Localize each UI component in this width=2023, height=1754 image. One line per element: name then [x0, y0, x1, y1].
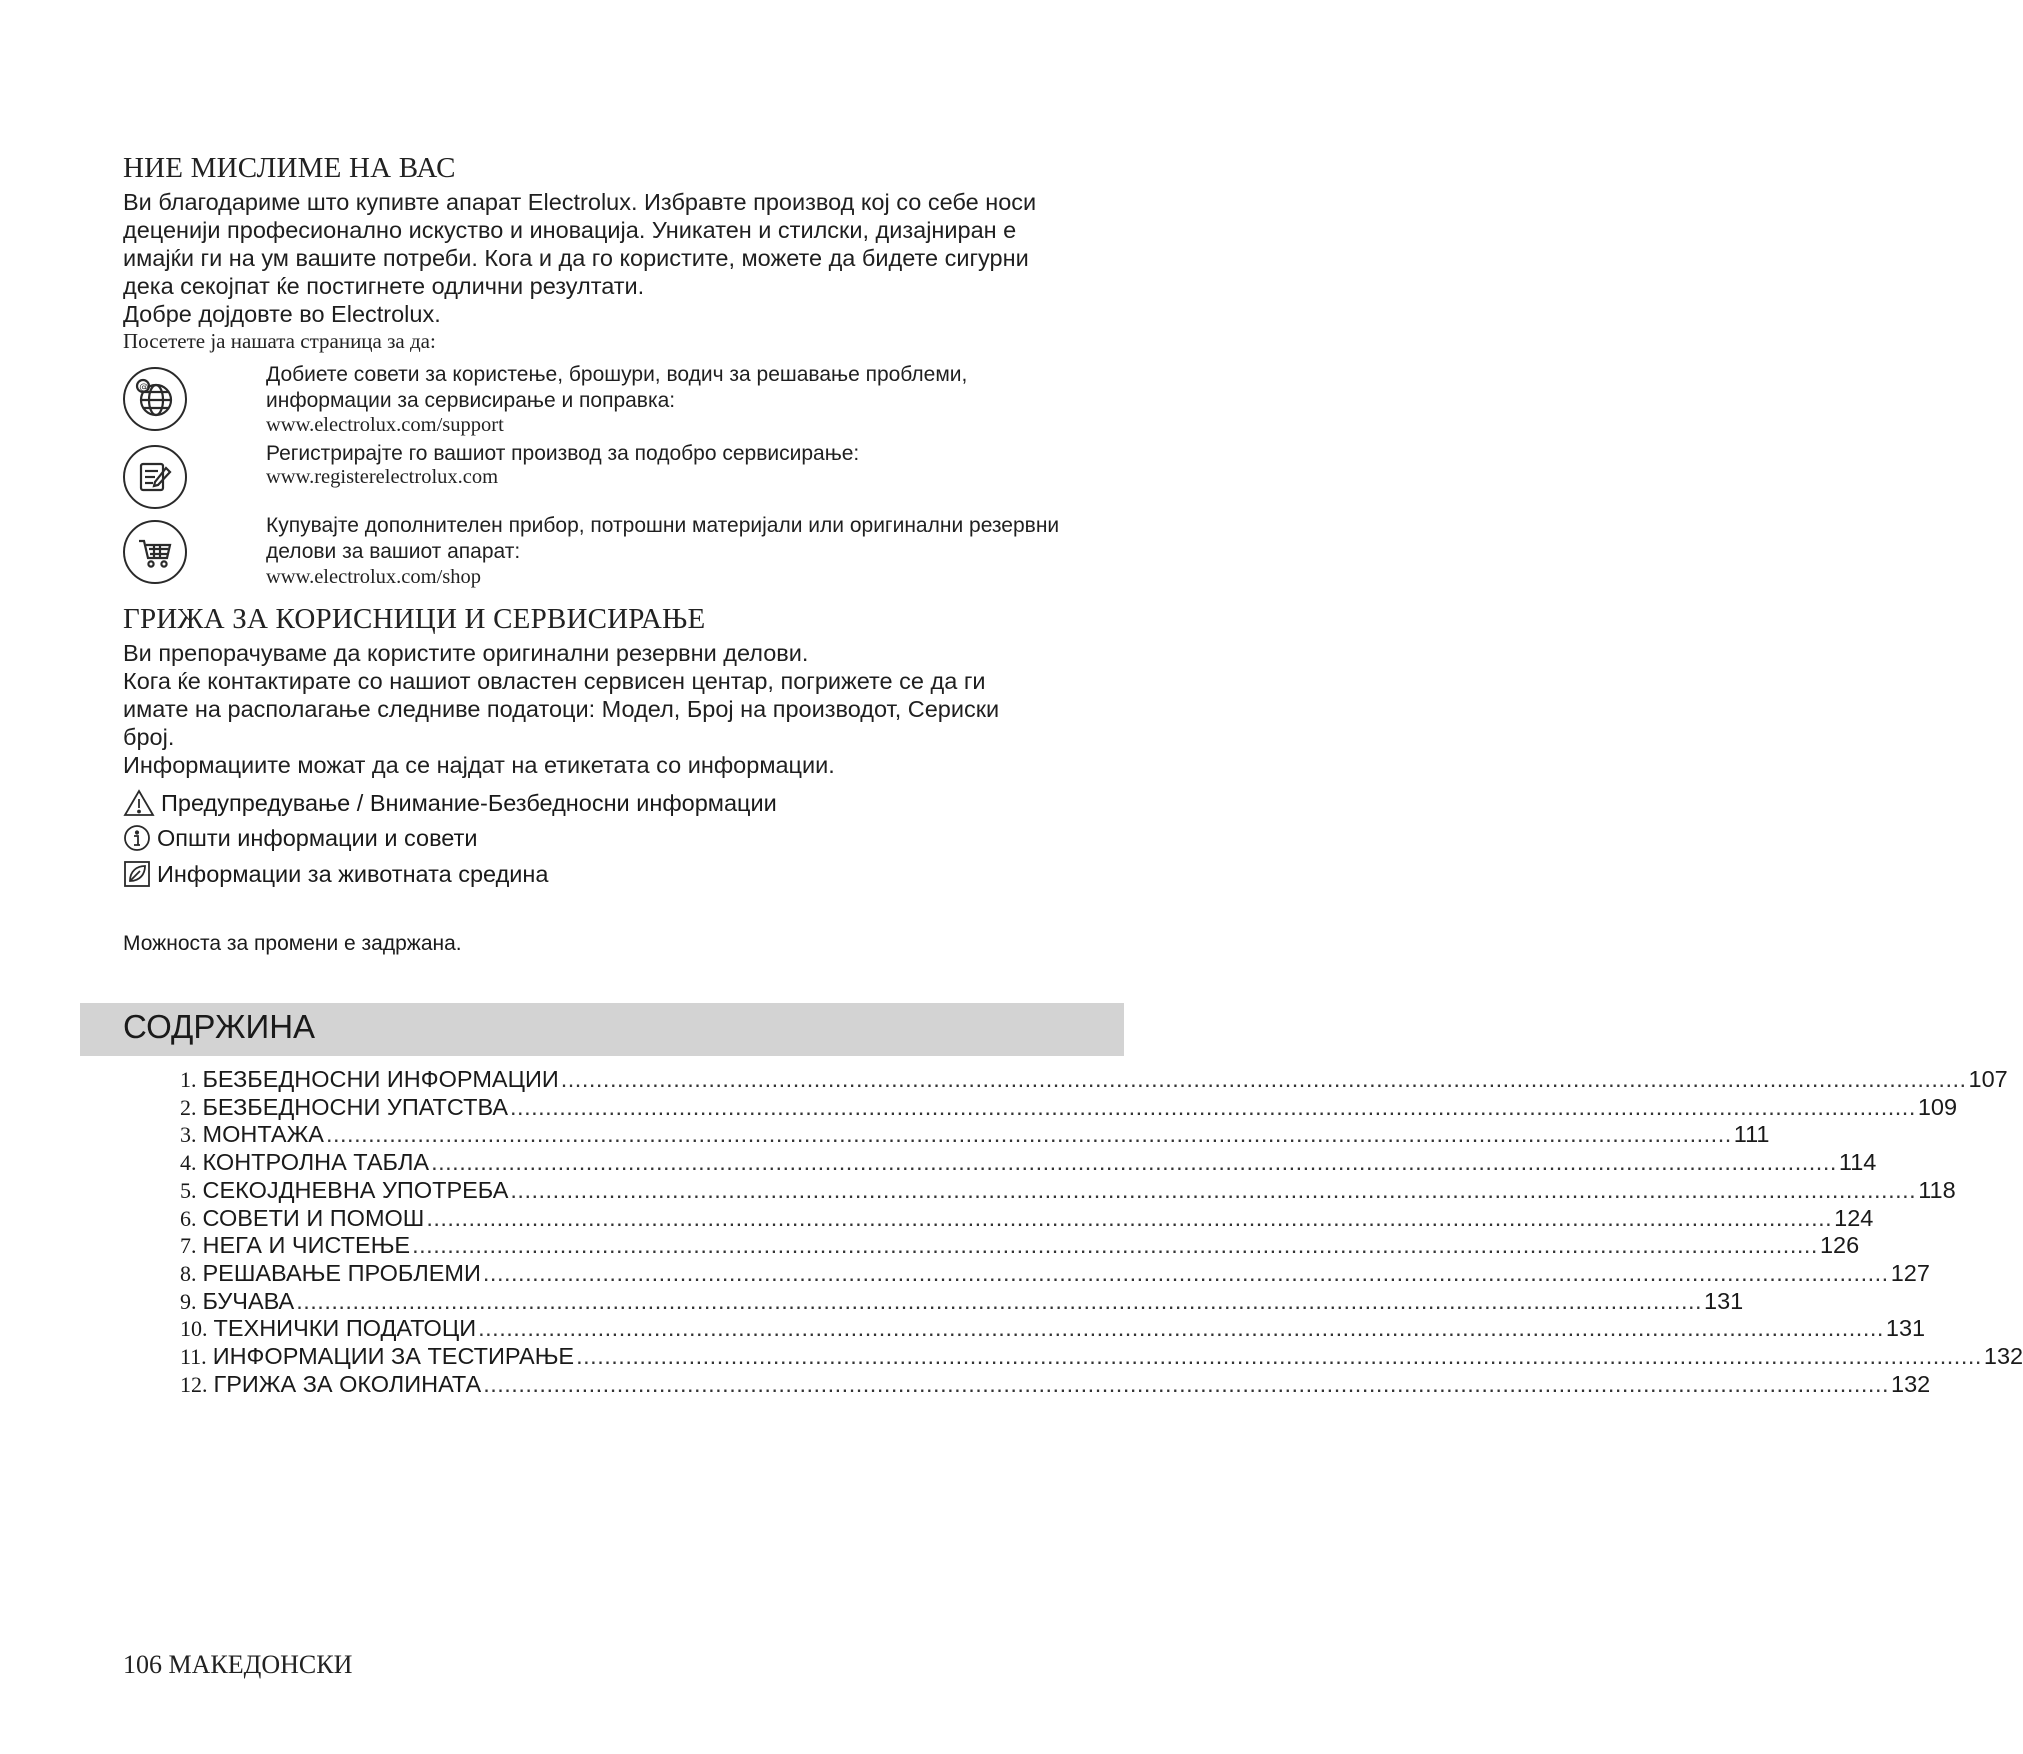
legend-warning	[123, 786, 777, 820]
toc-entry-leader: ........................................................................................................................................................................................................	[431, 1149, 1837, 1176]
toc-entry-label: СОВЕТИ И ПОМОШ	[202, 1204, 425, 1231]
toc-entry-page: 126	[1819, 1232, 1860, 1259]
support-link[interactable]: www.electrolux.com/support	[266, 414, 504, 436]
intro-line: Ви благодариме што купивте апарат Electrolux. Избравте производ кој со себе носи	[123, 189, 1037, 215]
toc-entry-number: 9.	[180, 1288, 197, 1314]
toc-entry[interactable]	[180, 1343, 2023, 1371]
toc-entry-leader: ........................................................................................................................................................................................................	[483, 1370, 1889, 1397]
register-item-text: Регистрирајте го вашиот производ за подобро сервисирање:	[266, 442, 860, 465]
page-footer: 106 МАКЕДОНСКИ	[123, 1650, 353, 1679]
shop-item-line: делови за вашиот апарат:	[266, 540, 521, 563]
toc-entry[interactable]	[180, 1232, 1860, 1260]
toc-entry[interactable]	[180, 1287, 1744, 1316]
toc-entry-number: 4.	[180, 1150, 197, 1176]
toc-entry-leader: ........................................................................................................................................................................................................	[510, 1093, 1916, 1120]
legend-info	[123, 820, 777, 856]
leaf-icon	[123, 860, 151, 888]
toc-entry-leader: ........................................................................................................................................................................................................	[296, 1287, 1703, 1314]
service-line: Ви препорачуваме да користите оригинални резервни делови.	[123, 640, 809, 666]
support-item-line: Добиете совети за користење, брошури, водич за решавање проблеми,	[266, 363, 968, 386]
toc-entry-number: 6.	[180, 1205, 197, 1231]
toc-title: СОДРЖИНА	[123, 1008, 316, 1045]
visit-site-text: Посетете ја нашата страница за да:	[123, 329, 436, 353]
warning-icon	[123, 788, 155, 818]
support-item	[266, 362, 967, 414]
toc-entry-page: 127	[1890, 1259, 1930, 1286]
toc-entry[interactable]	[180, 1204, 1874, 1233]
legend-warning-text: Предупредување / Внимание-Безбедносни информации	[161, 789, 777, 816]
toc-entry-label: БЕЗБЕДНОСНИ ИНФОРМАЦИИ	[202, 1066, 559, 1092]
support-item-line: информации за сервисирање и поправка:	[266, 389, 676, 412]
toc-entry-page: 118	[1918, 1176, 1956, 1203]
toc-entry-label: МОНТАЖА	[202, 1121, 324, 1148]
shop-item-line: Купувајте дополнителен прибор, потрошни материјали или оригинални резервни	[266, 514, 1060, 537]
toc-entry[interactable]	[180, 1370, 1931, 1399]
legend-environment	[123, 856, 777, 892]
intro-line: дека секојпат ќе постигнете одлични резултати.	[123, 273, 645, 299]
toc-entry-label: РЕШАВАЊЕ ПРОБЛЕМИ	[202, 1259, 481, 1286]
toc-entry-label: СЕКОЈДНЕВНА УПОТРЕБА	[202, 1176, 509, 1203]
toc-entry[interactable]	[180, 1259, 1930, 1288]
shop-link[interactable]: www.electrolux.com/shop	[266, 566, 482, 588]
toc-entry[interactable]	[180, 1066, 2008, 1094]
toc-entry-leader: ........................................................................................................................................................................................................	[412, 1232, 1818, 1259]
toc-entry-number: 10.	[180, 1316, 208, 1342]
service-line: Кога ќе контактирате со нашиот овластен сервисен центар, погрижете се да ги	[123, 668, 986, 694]
toc-entry-page: 114	[1838, 1149, 1877, 1176]
toc-entry-page: 109	[1917, 1093, 1958, 1120]
toc-entry-page: 131	[1704, 1287, 1744, 1314]
toc-entry-number: 2.	[180, 1094, 197, 1120]
section-heading-we-think-of-you: НИЕ МИСЛИМЕ НА ВАС	[123, 152, 456, 184]
toc-entry-label: ГРИЖА ЗА ОКОЛИНАТА	[213, 1370, 482, 1397]
legend-environment-text: Информации за животната средина	[157, 860, 549, 887]
toc-entry-number: 3.	[180, 1122, 197, 1148]
toc-entry-leader: ........................................................................................................................................................................................................	[576, 1343, 1982, 1369]
toc-entry-page: 132	[1891, 1370, 1931, 1397]
toc-entry-label: НЕГА И ЧИСТЕЊЕ	[202, 1232, 411, 1259]
intro-line: имајќи ги на ум вашите потреби. Кога и да го користите, можете да бидете сигурни	[123, 245, 1029, 271]
intro-paragraph	[123, 188, 1133, 328]
svg-text:@: @	[139, 382, 149, 393]
toc-entry-page: 132	[1983, 1343, 2023, 1369]
shop-item	[266, 513, 1059, 565]
toc-entry-leader: ........................................................................................................................................................................................................	[325, 1121, 1732, 1148]
service-line: број.	[123, 724, 175, 750]
toc-entry-number: 11.	[180, 1344, 207, 1369]
toc-entry-label: ТЕХНИЧКИ ПОДАТОЦИ	[213, 1315, 477, 1342]
symbol-legend	[123, 786, 777, 892]
register-link[interactable]: www.registerelectrolux.com	[266, 466, 499, 488]
toc-entry-label: КОНТРОЛНА ТАБЛА	[202, 1149, 430, 1176]
intro-line: деценији професионално искуство и иновација. Уникатен и стилски, дизајниран е	[123, 217, 1017, 243]
toc-entry-number: 5.	[180, 1177, 197, 1203]
toc-entry-number: 12.	[180, 1371, 208, 1397]
toc-entry-page: 111	[1733, 1121, 1770, 1148]
toc-entry-leader: ........................................................................................................................................................................................................	[482, 1259, 1889, 1286]
service-line: Информациите можат да се најдат на етикетата со информации.	[123, 752, 835, 778]
toc-entry-label: БУЧАВА	[202, 1287, 295, 1314]
toc-entry[interactable]	[180, 1149, 1877, 1177]
toc-entry-number: 1.	[180, 1067, 197, 1092]
section-heading-customer-care: ГРИЖА ЗА КОРИСНИЦИ И СЕРВИСИРАЊЕ	[123, 603, 706, 635]
toc-entry-page: 107	[1968, 1066, 2008, 1092]
shopping-cart-icon	[123, 520, 187, 584]
toc-entry-leader: ........................................................................................................................................................................................................	[478, 1315, 1884, 1342]
globe-icon	[123, 367, 187, 431]
toc-entry[interactable]	[180, 1093, 1958, 1122]
toc-entry[interactable]	[180, 1315, 1926, 1343]
toc-entry-leader: ........................................................................................................................................................................................................	[426, 1204, 1833, 1231]
register-icon	[123, 445, 187, 509]
toc-entry-number: 7.	[180, 1233, 197, 1259]
legend-info-text: Општи информации и совети	[157, 824, 478, 851]
toc-entry-page: 131	[1885, 1315, 1926, 1342]
intro-line: Добре дојдовте во Electrolux.	[123, 301, 441, 327]
toc-entry[interactable]	[180, 1176, 1956, 1205]
toc-entry[interactable]	[180, 1121, 1770, 1149]
service-line: имате на располагање следниве податоци: Модел, Број на производот, Сериски	[123, 696, 1000, 722]
toc-entry-leader: ........................................................................................................................................................................................................	[560, 1066, 1967, 1092]
toc-entry-label: ИНФОРМАЦИИ ЗА ТЕСТИРАЊЕ	[212, 1343, 575, 1369]
toc-entry-leader: ........................................................................................................................................................................................................	[510, 1176, 1917, 1203]
change-notice: Можноста за промени е задржана.	[123, 932, 462, 955]
toc-entry-label: БЕЗБЕДНОСНИ УПАТСТВА	[202, 1093, 509, 1120]
toc-entry-page: 124	[1834, 1204, 1874, 1231]
toc-entry-number: 8.	[180, 1260, 197, 1286]
service-paragraph	[123, 639, 1133, 779]
info-icon	[123, 824, 151, 852]
